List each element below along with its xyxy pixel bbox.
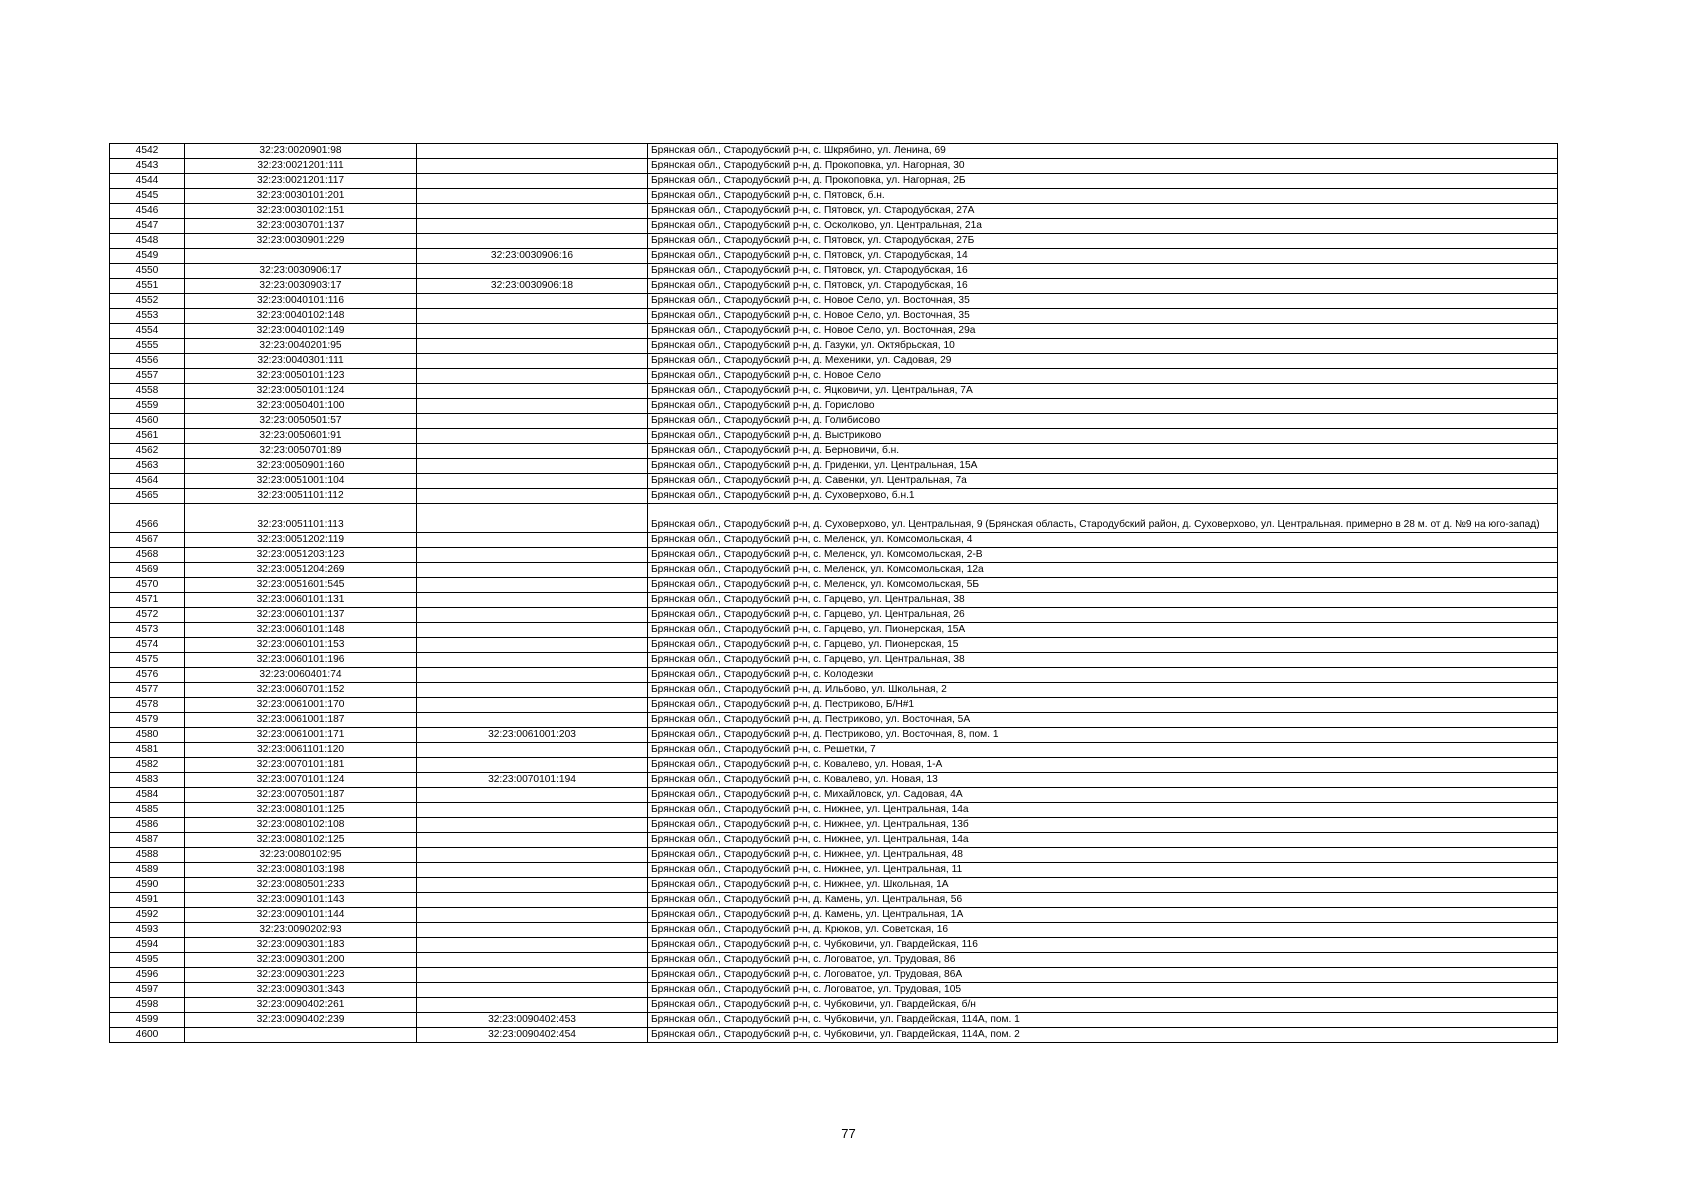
row-number: 4575: [110, 653, 185, 668]
row-number: 4574: [110, 638, 185, 653]
row-number: 4600: [110, 1028, 185, 1043]
row-number: 4585: [110, 803, 185, 818]
cadastral-number: 32:23:0030901:229: [185, 234, 417, 249]
address-cell: Брянская обл., Стародубский р-н, с. Логоватое, ул. Трудовая, 86: [648, 953, 1558, 968]
table-row: [110, 773, 1558, 788]
related-cadastral-number: [417, 788, 648, 803]
table-row: [110, 863, 1558, 878]
table-row: [110, 608, 1558, 623]
related-cadastral-number: [417, 294, 648, 309]
table-row: [110, 878, 1558, 893]
table-row: [110, 758, 1558, 773]
address-cell: Брянская обл., Стародубский р-н, с. Михайловск, ул. Садовая, 4А: [648, 788, 1558, 803]
table-row: [110, 474, 1558, 489]
row-number: 4588: [110, 848, 185, 863]
row-number: 4562: [110, 444, 185, 459]
row-number: 4552: [110, 294, 185, 309]
cadastral-number: 32:23:0060701:152: [185, 683, 417, 698]
row-number: 4589: [110, 863, 185, 878]
address-cell: Брянская обл., Стародубский р-н, с. Шкрябино, ул. Ленина, 69: [648, 144, 1558, 159]
table-row: [110, 369, 1558, 384]
related-cadastral-number: [417, 459, 648, 474]
cadastral-number: 32:23:0090202:93: [185, 923, 417, 938]
related-cadastral-number: [417, 189, 648, 204]
cadastral-number: 32:23:0051202:119: [185, 533, 417, 548]
address-cell: Брянская обл., Стародубский р-н, с. Логоватое, ул. Трудовая, 105: [648, 983, 1558, 998]
table-row: [110, 294, 1558, 309]
row-number: 4557: [110, 369, 185, 384]
address-cell: Брянская обл., Стародубский р-н, с. Гарцево, ул. Центральная, 38: [648, 653, 1558, 668]
address-cell: Брянская обл., Стародубский р-н, с. Пятовск, ул. Стародубская, 16: [648, 264, 1558, 279]
related-cadastral-number: 32:23:0090402:454: [417, 1028, 648, 1043]
address-cell: Брянская обл., Стародубский р-н, д. Пестриково, ул. Восточная, 8, пом. 1: [648, 728, 1558, 743]
cadastral-number: 32:23:0050401:100: [185, 399, 417, 414]
row-number: 4550: [110, 264, 185, 279]
related-cadastral-number: [417, 414, 648, 429]
table-row: [110, 189, 1558, 204]
table-row: [110, 728, 1558, 743]
table-row: [110, 444, 1558, 459]
cadastral-number: 32:23:0050501:57: [185, 414, 417, 429]
table-row: [110, 249, 1558, 264]
address-cell: Брянская обл., Стародубский р-н, д. Камень, ул. Центральная, 56: [648, 893, 1558, 908]
table-row: [110, 683, 1558, 698]
table-row: [110, 489, 1558, 504]
row-number: 4582: [110, 758, 185, 773]
cadastral-number: 32:23:0050101:123: [185, 369, 417, 384]
address-cell: Брянская обл., Стародубский р-н, д. Гриденки, ул. Центральная, 15А: [648, 459, 1558, 474]
cadastral-number: 32:23:0080101:125: [185, 803, 417, 818]
cadastral-number: 32:23:0030102:151: [185, 204, 417, 219]
related-cadastral-number: [417, 653, 648, 668]
related-cadastral-number: [417, 908, 648, 923]
address-cell: Брянская обл., Стародубский р-н, д. Пестриково, Б/Н#1: [648, 698, 1558, 713]
related-cadastral-number: [417, 923, 648, 938]
address-cell: Брянская обл., Стародубский р-н, с. Логоватое, ул. Трудовая, 86А: [648, 968, 1558, 983]
table-row: [110, 593, 1558, 608]
address-cell: Брянская обл., Стародубский р-н, с. Нижнее, ул. Центральная, 14а: [648, 833, 1558, 848]
row-number: 4543: [110, 159, 185, 174]
related-cadastral-number: [417, 818, 648, 833]
related-cadastral-number: [417, 698, 648, 713]
row-number: 4549: [110, 249, 185, 264]
row-number: 4584: [110, 788, 185, 803]
related-cadastral-number: [417, 683, 648, 698]
address-cell: Брянская обл., Стародубский р-н, с. Гарцево, ул. Центральная, 38: [648, 593, 1558, 608]
row-number: 4542: [110, 144, 185, 159]
address-cell: Брянская обл., Стародубский р-н, д. Пестриково, ул. Восточная, 5А: [648, 713, 1558, 728]
cadastral-number: 32:23:0030701:137: [185, 219, 417, 234]
row-number: 4598: [110, 998, 185, 1013]
table-row: [110, 698, 1558, 713]
address-cell: Брянская обл., Стародубский р-н, с. Нижнее, ул. Центральная, 13б: [648, 818, 1558, 833]
row-number: 4571: [110, 593, 185, 608]
address-cell: Брянская обл., Стародубский р-н, с. Чубковичи, ул. Гвардейская, 114А, пом. 1: [648, 1013, 1558, 1028]
row-number: 4576: [110, 668, 185, 683]
row-number: 4591: [110, 893, 185, 908]
cadastral-number: 32:23:0070501:187: [185, 788, 417, 803]
row-number: 4573: [110, 623, 185, 638]
cadastral-number: 32:23:0090301:200: [185, 953, 417, 968]
table-row: [110, 668, 1558, 683]
cadastral-number: 32:23:0050701:89: [185, 444, 417, 459]
row-number: 4563: [110, 459, 185, 474]
cadastral-number: 32:23:0080102:108: [185, 818, 417, 833]
cadastral-number: 32:23:0090402:261: [185, 998, 417, 1013]
related-cadastral-number: [417, 713, 648, 728]
row-number: 4581: [110, 743, 185, 758]
related-cadastral-number: [417, 354, 648, 369]
row-number: 4556: [110, 354, 185, 369]
address-cell: Брянская обл., Стародубский р-н, с. Нижнее, ул. Центральная, 48: [648, 848, 1558, 863]
related-cadastral-number: [417, 264, 648, 279]
cadastral-number: 32:23:0020901:98: [185, 144, 417, 159]
address-cell: Брянская обл., Стародубский р-н, с. Пятовск, ул. Стародубская, 16: [648, 279, 1558, 294]
cadastral-number: 32:23:0090402:239: [185, 1013, 417, 1028]
row-number: 4544: [110, 174, 185, 189]
address-cell: Брянская обл., Стародубский р-н, с. Пятовск, б.н.: [648, 189, 1558, 204]
row-number: 4595: [110, 953, 185, 968]
related-cadastral-number: [417, 638, 648, 653]
address-cell: Брянская обл., Стародубский р-н, д. Крюков, ул. Советская, 16: [648, 923, 1558, 938]
table-row: [110, 504, 1558, 533]
table-row: [110, 264, 1558, 279]
row-number: 4594: [110, 938, 185, 953]
row-number: 4551: [110, 279, 185, 294]
address-cell: Брянская обл., Стародубский р-н, с. Ковалево, ул. Новая, 1-А: [648, 758, 1558, 773]
cadastral-number: 32:23:0080102:125: [185, 833, 417, 848]
row-number: 4547: [110, 219, 185, 234]
address-cell: Брянская обл., Стародубский р-н, с. Яцковичи, ул. Центральная, 7А: [648, 384, 1558, 399]
related-cadastral-number: [417, 174, 648, 189]
row-number: 4578: [110, 698, 185, 713]
cadastral-number: 32:23:0040201:95: [185, 339, 417, 354]
row-number: 4597: [110, 983, 185, 998]
cadastral-number: 32:23:0061101:120: [185, 743, 417, 758]
row-number: 4590: [110, 878, 185, 893]
table-row: [110, 908, 1558, 923]
cadastral-number: 32:23:0061001:171: [185, 728, 417, 743]
address-cell: Брянская обл., Стародубский р-н, д. Выстриково: [648, 429, 1558, 444]
related-cadastral-number: [417, 444, 648, 459]
registry-table-body: [110, 144, 1558, 1043]
address-cell: Брянская обл., Стародубский р-н, с. Решетки, 7: [648, 743, 1558, 758]
related-cadastral-number: [417, 758, 648, 773]
related-cadastral-number: [417, 953, 648, 968]
related-cadastral-number: 32:23:0090402:453: [417, 1013, 648, 1028]
cadastral-number: 32:23:0080102:95: [185, 848, 417, 863]
address-cell: Брянская обл., Стародубский р-н, д. Ильбово, ул. Школьная, 2: [648, 683, 1558, 698]
address-cell: Брянская обл., Стародубский р-н, с. Осколково, ул. Центральная, 21а: [648, 219, 1558, 234]
address-cell: Брянская обл., Стародубский р-н, с. Меленск, ул. Комсомольская, 4: [648, 533, 1558, 548]
related-cadastral-number: [417, 504, 648, 533]
cadastral-number: 32:23:0090101:144: [185, 908, 417, 923]
cadastral-number: 32:23:0051203:123: [185, 548, 417, 563]
related-cadastral-number: [417, 533, 648, 548]
row-number: 4567: [110, 533, 185, 548]
row-number: 4561: [110, 429, 185, 444]
related-cadastral-number: 32:23:0030906:18: [417, 279, 648, 294]
address-cell: Брянская обл., Стародубский р-н, с. Колодезки: [648, 668, 1558, 683]
cadastral-number: 32:23:0051101:112: [185, 489, 417, 504]
table-row: [110, 848, 1558, 863]
registry-table: [109, 143, 1558, 1043]
row-number: 4548: [110, 234, 185, 249]
cadastral-number: 32:23:0030101:201: [185, 189, 417, 204]
address-cell: Брянская обл., Стародубский р-н, д. Камень, ул. Центральная, 1А: [648, 908, 1558, 923]
table-row: [110, 818, 1558, 833]
row-number: 4583: [110, 773, 185, 788]
cadastral-number: 32:23:0060101:137: [185, 608, 417, 623]
table-row: [110, 174, 1558, 189]
cadastral-number: 32:23:0051101:113: [185, 504, 417, 533]
related-cadastral-number: [417, 384, 648, 399]
table-row: [110, 953, 1558, 968]
cadastral-number: 32:23:0040102:149: [185, 324, 417, 339]
cadastral-number: 32:23:0050601:91: [185, 429, 417, 444]
related-cadastral-number: [417, 968, 648, 983]
related-cadastral-number: [417, 324, 648, 339]
address-cell: Брянская обл., Стародубский р-н, д. Суховерхово, б.н.1: [648, 489, 1558, 504]
address-cell: Брянская обл., Стародубский р-н, д. Мехеники, ул. Садовая, 29: [648, 354, 1558, 369]
cadastral-number: 32:23:0021201:117: [185, 174, 417, 189]
row-number: 4545: [110, 189, 185, 204]
related-cadastral-number: [417, 144, 648, 159]
table-row: [110, 324, 1558, 339]
table-row: [110, 414, 1558, 429]
table-row: [110, 533, 1558, 548]
table-row: [110, 459, 1558, 474]
table-row: [110, 833, 1558, 848]
related-cadastral-number: [417, 893, 648, 908]
table-row: [110, 309, 1558, 324]
address-cell: Брянская обл., Стародубский р-н, с. Пятовск, ул. Стародубская, 27Б: [648, 234, 1558, 249]
related-cadastral-number: [417, 578, 648, 593]
cadastral-number: 32:23:0061001:170: [185, 698, 417, 713]
table-row: [110, 578, 1558, 593]
cadastral-number: 32:23:0090301:183: [185, 938, 417, 953]
row-number: 4565: [110, 489, 185, 504]
page-number: 77: [841, 1126, 856, 1141]
cadastral-number: 32:23:0070101:181: [185, 758, 417, 773]
related-cadastral-number: [417, 998, 648, 1013]
cadastral-number: 32:23:0050101:124: [185, 384, 417, 399]
address-cell: Брянская обл., Стародубский р-н, с. Новое Село: [648, 369, 1558, 384]
related-cadastral-number: [417, 608, 648, 623]
address-cell: Брянская обл., Стародубский р-н, с. Гарцево, ул. Пионерская, 15: [648, 638, 1558, 653]
table-row: [110, 234, 1558, 249]
row-number: 4572: [110, 608, 185, 623]
related-cadastral-number: 32:23:0061001:203: [417, 728, 648, 743]
cadastral-number: 32:23:0060101:148: [185, 623, 417, 638]
row-number: 4570: [110, 578, 185, 593]
table-row: [110, 788, 1558, 803]
address-cell: Брянская обл., Стародубский р-н, с. Новое Село, ул. Восточная, 29а: [648, 324, 1558, 339]
address-cell: Брянская обл., Стародубский р-н, с. Ковалево, ул. Новая, 13: [648, 773, 1558, 788]
address-cell: Брянская обл., Стародубский р-н, с. Гарцево, ул. Пионерская, 15А: [648, 623, 1558, 638]
table-row: [110, 204, 1558, 219]
cadastral-number: 32:23:0060401:74: [185, 668, 417, 683]
row-number: 4587: [110, 833, 185, 848]
row-number: 4599: [110, 1013, 185, 1028]
row-number: 4555: [110, 339, 185, 354]
related-cadastral-number: 32:23:0070101:194: [417, 773, 648, 788]
cadastral-number: 32:23:0040301:111: [185, 354, 417, 369]
address-cell: Брянская обл., Стародубский р-н, с. Нижнее, ул. Школьная, 1А: [648, 878, 1558, 893]
row-number: 4586: [110, 818, 185, 833]
related-cadastral-number: [417, 339, 648, 354]
related-cadastral-number: [417, 474, 648, 489]
address-cell: Брянская обл., Стародубский р-н, с. Гарцево, ул. Центральная, 26: [648, 608, 1558, 623]
related-cadastral-number: [417, 863, 648, 878]
related-cadastral-number: [417, 668, 648, 683]
cadastral-number: 32:23:0090101:143: [185, 893, 417, 908]
table-row: [110, 998, 1558, 1013]
related-cadastral-number: [417, 743, 648, 758]
table-row: [110, 653, 1558, 668]
table-row: [110, 1013, 1558, 1028]
table-row: [110, 803, 1558, 818]
related-cadastral-number: [417, 593, 648, 608]
address-cell: Брянская обл., Стародубский р-н, с. Меленск, ул. Комсомольская, 2-В: [648, 548, 1558, 563]
table-row: [110, 399, 1558, 414]
cadastral-number: 32:23:0030903:17: [185, 279, 417, 294]
related-cadastral-number: [417, 204, 648, 219]
table-row: [110, 893, 1558, 908]
cadastral-number: [185, 249, 417, 264]
related-cadastral-number: [417, 399, 648, 414]
cadastral-number: 32:23:0090301:343: [185, 983, 417, 998]
row-number: 4554: [110, 324, 185, 339]
address-cell: Брянская обл., Стародубский р-н, д. Газуки, ул. Октябрьская, 10: [648, 339, 1558, 354]
cadastral-number: [185, 1028, 417, 1043]
related-cadastral-number: [417, 623, 648, 638]
address-cell: Брянская обл., Стародубский р-н, с. Нижнее, ул. Центральная, 11: [648, 863, 1558, 878]
related-cadastral-number: [417, 219, 648, 234]
table-row: [110, 938, 1558, 953]
address-cell: Брянская обл., Стародубский р-н, с. Новое Село, ул. Восточная, 35: [648, 309, 1558, 324]
related-cadastral-number: [417, 983, 648, 998]
row-number: 4593: [110, 923, 185, 938]
row-number: 4559: [110, 399, 185, 414]
table-row: [110, 144, 1558, 159]
address-cell: Брянская обл., Стародубский р-н, с. Меленск, ул. Комсомольская, 12а: [648, 563, 1558, 578]
table-row: [110, 219, 1558, 234]
cadastral-number: 32:23:0051204:269: [185, 563, 417, 578]
cadastral-number: 32:23:0051601:545: [185, 578, 417, 593]
row-number: 4560: [110, 414, 185, 429]
table-row: [110, 429, 1558, 444]
cadastral-number: 32:23:0060101:196: [185, 653, 417, 668]
cadastral-number: 32:23:0040102:148: [185, 309, 417, 324]
address-cell: Брянская обл., Стародубский р-н, с. Пятовск, ул. Стародубская, 14: [648, 249, 1558, 264]
table-row: [110, 279, 1558, 294]
table-row: [110, 743, 1558, 758]
row-number: 4577: [110, 683, 185, 698]
table-row: [110, 923, 1558, 938]
table-row: [110, 563, 1558, 578]
related-cadastral-number: [417, 878, 648, 893]
row-number: 4568: [110, 548, 185, 563]
related-cadastral-number: [417, 369, 648, 384]
address-cell: Брянская обл., Стародубский р-н, с. Меленск, ул. Комсомольская, 5Б: [648, 578, 1558, 593]
address-cell: Брянская обл., Стародубский р-н, д. Прокоповка, ул. Нагорная, 2Б: [648, 174, 1558, 189]
table-row: [110, 354, 1558, 369]
address-cell: Брянская обл., Стародубский р-н, с. Нижнее, ул. Центральная, 14а: [648, 803, 1558, 818]
row-number: 4579: [110, 713, 185, 728]
address-cell: Брянская обл., Стародубский р-н, д. Берновичи, б.н.: [648, 444, 1558, 459]
cadastral-number: 32:23:0061001:187: [185, 713, 417, 728]
table-row: [110, 1028, 1558, 1043]
related-cadastral-number: [417, 548, 648, 563]
cadastral-number: 32:23:0030906:17: [185, 264, 417, 279]
related-cadastral-number: [417, 234, 648, 249]
table-row: [110, 638, 1558, 653]
table-row: [110, 384, 1558, 399]
table-row: [110, 983, 1558, 998]
cadastral-number: 32:23:0070101:124: [185, 773, 417, 788]
address-cell: Брянская обл., Стародубский р-н, с. Пятовск, ул. Стародубская, 27А: [648, 204, 1558, 219]
cadastral-number: 32:23:0050901:160: [185, 459, 417, 474]
table-row: [110, 623, 1558, 638]
cadastral-number: 32:23:0080103:198: [185, 863, 417, 878]
row-number: 4592: [110, 908, 185, 923]
row-number: 4580: [110, 728, 185, 743]
row-number: 4553: [110, 309, 185, 324]
related-cadastral-number: [417, 429, 648, 444]
table-row: [110, 548, 1558, 563]
table-row: [110, 159, 1558, 174]
cadastral-number: 32:23:0090301:223: [185, 968, 417, 983]
cadastral-number: 32:23:0080501:233: [185, 878, 417, 893]
address-cell: Брянская обл., Стародубский р-н, с. Чубковичи, ул. Гвардейская, 116: [648, 938, 1558, 953]
address-cell: Брянская обл., Стародубский р-н, д. Суховерхово, ул. Центральная, 9 (Брянская область, Стародубский район, д. Суховерхово, ул. Центральная. примерно в 28 м. от д. №9 на юго-запад): [648, 504, 1558, 533]
row-number: 4558: [110, 384, 185, 399]
cadastral-number: 32:23:0051001:104: [185, 474, 417, 489]
row-number: 4564: [110, 474, 185, 489]
related-cadastral-number: [417, 803, 648, 818]
table-row: [110, 968, 1558, 983]
related-cadastral-number: 32:23:0030906:16: [417, 249, 648, 264]
related-cadastral-number: [417, 938, 648, 953]
cadastral-number: 32:23:0040101:116: [185, 294, 417, 309]
address-cell: Брянская обл., Стародубский р-н, с. Новое Село, ул. Восточная, 35: [648, 294, 1558, 309]
address-cell: Брянская обл., Стародубский р-н, с. Чубковичи, ул. Гвардейская, 114А, пом. 2: [648, 1028, 1558, 1043]
related-cadastral-number: [417, 309, 648, 324]
related-cadastral-number: [417, 848, 648, 863]
table-row: [110, 339, 1558, 354]
row-number: 4596: [110, 968, 185, 983]
related-cadastral-number: [417, 489, 648, 504]
cadastral-number: 32:23:0021201:111: [185, 159, 417, 174]
row-number: 4566: [110, 504, 185, 533]
related-cadastral-number: [417, 159, 648, 174]
row-number: 4546: [110, 204, 185, 219]
cadastral-number: 32:23:0060101:131: [185, 593, 417, 608]
cadastral-number: 32:23:0060101:153: [185, 638, 417, 653]
address-cell: Брянская обл., Стародубский р-н, с. Чубковичи, ул. Гвардейская, б/н: [648, 998, 1558, 1013]
address-cell: Брянская обл., Стародубский р-н, д. Прокоповка, ул. Нагорная, 30: [648, 159, 1558, 174]
row-number: 4569: [110, 563, 185, 578]
related-cadastral-number: [417, 563, 648, 578]
table-row: [110, 713, 1558, 728]
address-cell: Брянская обл., Стародубский р-н, д. Савенки, ул. Центральная, 7а: [648, 474, 1558, 489]
address-cell: Брянская обл., Стародубский р-н, д. Горислово: [648, 399, 1558, 414]
address-cell: Брянская обл., Стародубский р-н, д. Голибисово: [648, 414, 1558, 429]
related-cadastral-number: [417, 833, 648, 848]
